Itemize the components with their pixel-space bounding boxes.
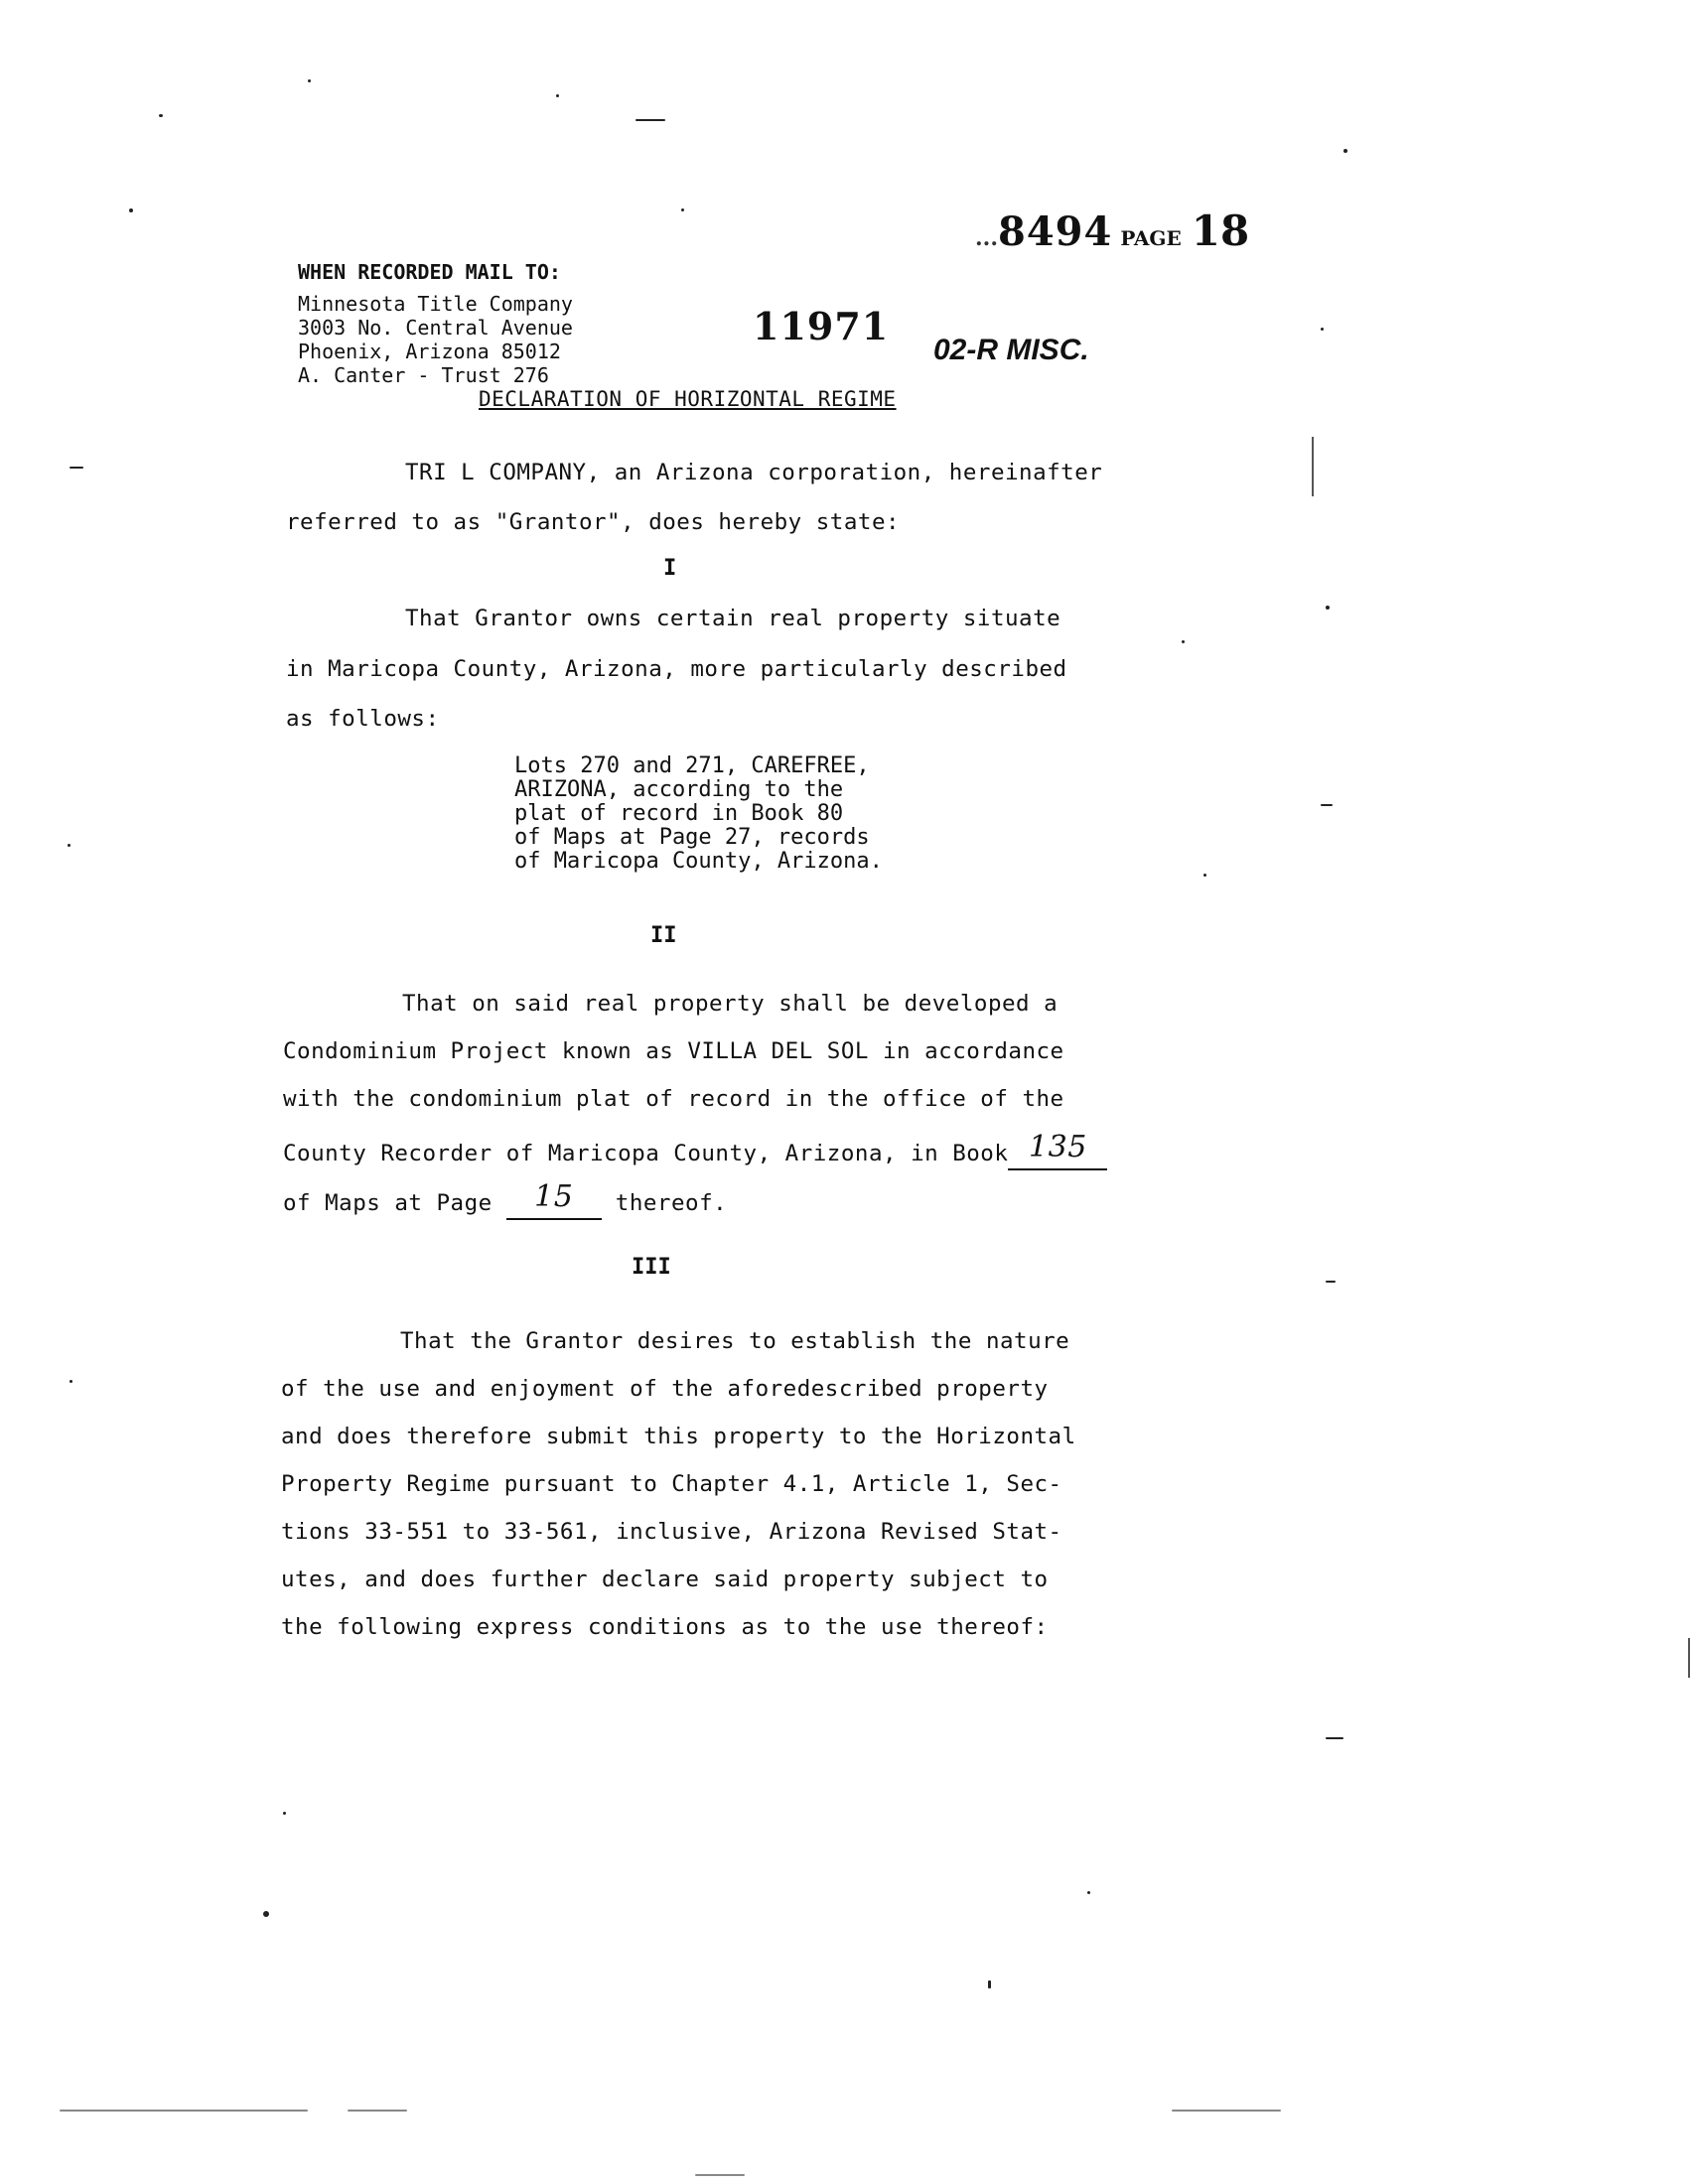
- legal-line: of Maps at Page 27, records: [514, 825, 870, 850]
- section2-line-text: County Recorder of Maricopa County, Arizona, in Book: [283, 1141, 1009, 1166]
- legal-line: Lots 270 and 271, CAREFREE,: [514, 753, 870, 778]
- scan-speck: [129, 208, 133, 212]
- scan-speck: [1326, 1281, 1336, 1283]
- scan-speck: [556, 94, 559, 97]
- scan-speck: [348, 2110, 407, 2112]
- section2-line: with the condominium plat of record in the office of the: [283, 1086, 1064, 1112]
- misc-code-stamp: 02-R MISC.: [933, 334, 1089, 366]
- book-number: 8494: [997, 208, 1113, 255]
- scan-speck: [1321, 804, 1333, 806]
- section3-line: utes, and does further declare said property subject to: [281, 1567, 1049, 1592]
- scan-speck: [1326, 606, 1330, 610]
- section3-line: tions 33-551 to 33-561, inclusive, Arizona Revised Stat-: [281, 1519, 1062, 1545]
- scan-speck: [695, 2174, 745, 2176]
- legal-line: plat of record in Book 80: [514, 801, 844, 826]
- section3-line: That the Grantor desires to establish the nature: [400, 1328, 1070, 1354]
- page-number: 18: [1191, 206, 1250, 255]
- intro-line: referred to as "Grantor", does hereby state:: [286, 509, 901, 535]
- legal-line: ARIZONA, according to the: [514, 777, 844, 802]
- address-line: A. Canter - Trust 276: [298, 363, 549, 387]
- section3-line: the following express conditions as to the use thereof:: [281, 1614, 1049, 1640]
- scan-edge-mark: [1688, 1638, 1690, 1678]
- document-title: DECLARATION OF HORIZONTAL REGIME: [479, 387, 897, 411]
- section-numeral-3: III: [632, 1255, 671, 1280]
- handwritten-book-value: 135: [1029, 1130, 1087, 1164]
- scan-speck: [263, 1911, 269, 1917]
- section-numeral-1: I: [663, 556, 677, 581]
- section2-line: [283, 1130, 1107, 1170]
- section3-line: and does therefore submit this property to the Horizontal: [281, 1424, 1076, 1449]
- book-page-reference: [975, 206, 1249, 255]
- section2-line: That on said real property shall be developed a: [402, 991, 1059, 1017]
- scan-speck: [70, 1380, 72, 1383]
- mail-to-address: [298, 292, 573, 387]
- mail-to-label: WHEN RECORDED MAIL TO:: [298, 260, 561, 284]
- intro-line: TRI L COMPANY, an Arizona corporation, hereinafter: [405, 460, 1103, 485]
- page-label: PAGE: [1120, 226, 1182, 250]
- section3-line: Property Regime pursuant to Chapter 4.1, Article 1, Sec-: [281, 1471, 1062, 1497]
- scan-edge-mark: [1312, 437, 1314, 496]
- address-line: Minnesota Title Company: [298, 292, 573, 316]
- scan-speck: [70, 467, 83, 469]
- section2-line: Condominium Project known as VILLA DEL SOL in accordance: [283, 1038, 1064, 1064]
- section2-line: [283, 1179, 728, 1220]
- scan-speck: [308, 79, 311, 82]
- section2-line-suffix: thereof.: [615, 1190, 728, 1216]
- section-numeral-2: II: [650, 923, 677, 948]
- scan-speck: [283, 1812, 286, 1815]
- scan-speck: [635, 119, 665, 121]
- scan-speck: [1182, 640, 1185, 643]
- scan-speck: [681, 208, 684, 211]
- scan-speck: [60, 2110, 308, 2112]
- address-line: Phoenix, Arizona 85012: [298, 340, 561, 363]
- document-number: 11971: [753, 304, 890, 348]
- legal-description: [514, 754, 883, 874]
- scan-speck: [1203, 874, 1206, 877]
- handwritten-page-value: 15: [534, 1179, 574, 1214]
- scan-speck: [1087, 1891, 1090, 1894]
- scan-speck: [1172, 2110, 1281, 2112]
- section1-line: as follows:: [286, 706, 440, 732]
- section1-line: in Maricopa County, Arizona, more particularly described: [286, 656, 1067, 682]
- scan-speck: [159, 114, 163, 117]
- scan-speck: [1321, 328, 1324, 331]
- scan-speck: [1326, 1737, 1343, 1739]
- legal-line: of Maricopa County, Arizona.: [514, 849, 883, 874]
- book-blank: [1008, 1130, 1107, 1170]
- scan-speck: [1343, 149, 1347, 153]
- book-prefix: ...: [975, 225, 998, 251]
- section1-line: That Grantor owns certain real property situate: [405, 606, 1061, 631]
- scan-speck: [988, 1980, 991, 1988]
- scan-speck: [68, 844, 71, 847]
- page-blank: [506, 1179, 602, 1220]
- section2-line-prefix: of Maps at Page: [283, 1190, 493, 1216]
- section3-line: of the use and enjoyment of the aforedescribed property: [281, 1376, 1049, 1402]
- address-line: 3003 No. Central Avenue: [298, 316, 573, 340]
